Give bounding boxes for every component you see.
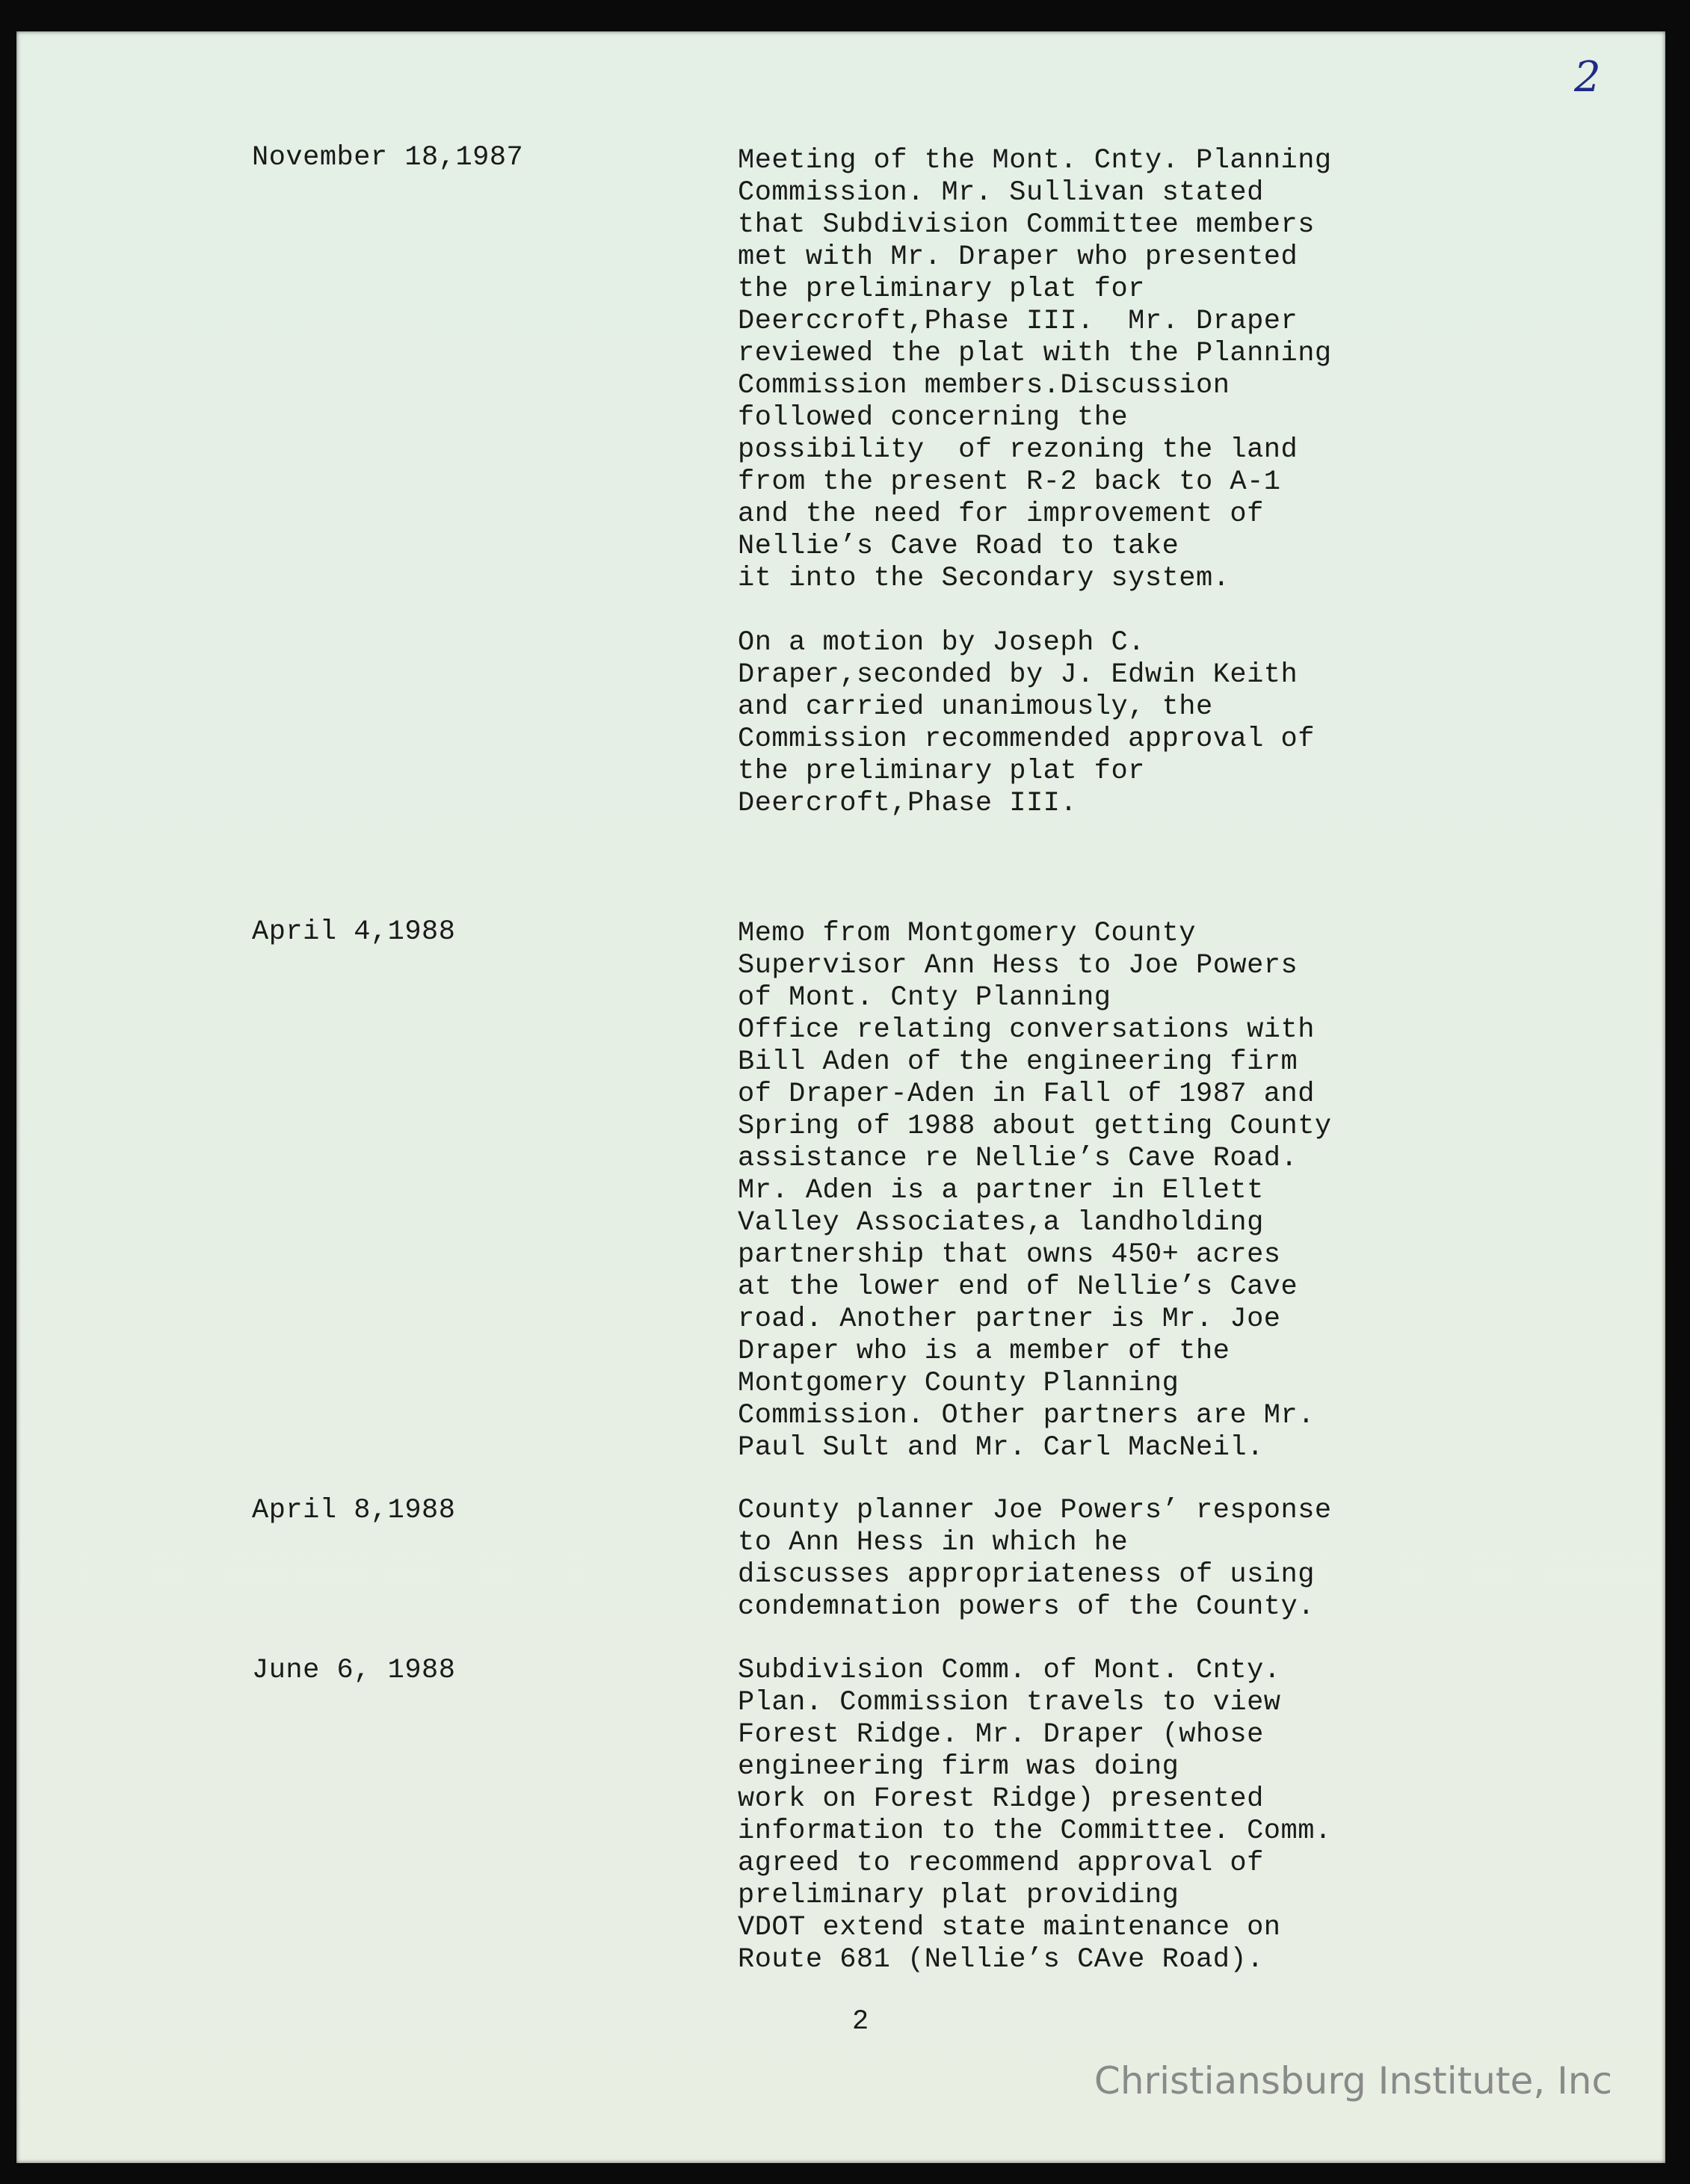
- text-line: met with Mr. Draper who presented: [738, 241, 1298, 273]
- page-number: 2: [852, 2006, 869, 2038]
- text-line: engineering firm was doing: [738, 1751, 1179, 1783]
- text-line: assistance re Nellie’s Cave Road.: [738, 1143, 1298, 1174]
- entry-paragraph: [738, 145, 1485, 595]
- text-line: Forest Ridge. Mr. Draper (whose: [738, 1719, 1264, 1750]
- text-line: the preliminary plat for: [738, 274, 1145, 305]
- entry-date: November 18,1987: [252, 142, 524, 173]
- entry-date: April 4,1988: [252, 916, 456, 948]
- text-line: work on Forest Ridge) presented: [738, 1783, 1264, 1815]
- text-line: of Draper-Aden in Fall of 1987 and: [738, 1079, 1315, 1110]
- text-line: Nellie’s Cave Road to take: [738, 531, 1179, 562]
- text-line: On a motion by Joseph C.: [738, 627, 1145, 658]
- text-line: Plan. Commission travels to view: [738, 1687, 1281, 1718]
- entry-date: June 6, 1988: [252, 1655, 456, 1686]
- text-line: agreed to recommend approval of: [738, 1848, 1264, 1879]
- entry-paragraph: [738, 1495, 1485, 1623]
- text-line: Route 681 (Nellie’s CAve Road).: [738, 1944, 1264, 1975]
- text-line: information to the Committee. Comm.: [738, 1816, 1332, 1847]
- watermark: Christiansburg Institute, Inc: [1094, 2059, 1612, 2103]
- text-line: Mr. Aden is a partner in Ellett: [738, 1175, 1264, 1206]
- text-line: Commission. Mr. Sullivan stated: [738, 177, 1264, 209]
- entry-paragraph: [738, 918, 1485, 1464]
- text-line: Meeting of the Mont. Cnty. Planning: [738, 145, 1332, 176]
- text-line: Spring of 1988 about getting County: [738, 1111, 1332, 1142]
- entry-paragraph: [738, 1655, 1485, 1976]
- entry-text: [738, 1495, 1485, 1623]
- text-line: Supervisor Ann Hess to Joe Powers: [738, 950, 1298, 981]
- text-line: Memo from Montgomery County: [738, 918, 1196, 949]
- text-line: from the present R-2 back to A-1: [738, 466, 1281, 498]
- text-line: Office relating conversations with: [738, 1014, 1315, 1046]
- text-line: it into the Secondary system.: [738, 563, 1230, 594]
- text-line: possibility of rezoning the land: [738, 434, 1298, 466]
- text-line: that Subdivision Committee members: [738, 209, 1315, 241]
- text-line: preliminary plat providing: [738, 1880, 1179, 1911]
- text-line: to Ann Hess in which he: [738, 1527, 1129, 1558]
- text-line: Deerccroft,Phase III. Mr. Draper: [738, 306, 1298, 337]
- text-line: Draper,seconded by J. Edwin Keith: [738, 659, 1298, 691]
- text-line: Commission. Other partners are Mr.: [738, 1400, 1315, 1431]
- text-line: at the lower end of Nellie’s Cave: [738, 1271, 1298, 1303]
- entry-text: [738, 918, 1485, 1464]
- text-line: reviewed the plat with the Planning: [738, 338, 1332, 369]
- text-line: of Mont. Cnty Planning: [738, 982, 1111, 1014]
- text-line: followed concerning the: [738, 402, 1129, 434]
- text-line: Commission members.Discussion: [738, 370, 1230, 401]
- text-line: Paul Sult and Mr. Carl MacNeil.: [738, 1432, 1264, 1463]
- text-line: VDOT extend state maintenance on: [738, 1912, 1281, 1943]
- text-line: Deercroft,Phase III.: [738, 788, 1078, 819]
- text-line: partnership that owns 450+ acres: [738, 1239, 1281, 1271]
- text-line: County planner Joe Powers’ response: [738, 1495, 1332, 1526]
- text-line: and carried unanimously, the: [738, 691, 1213, 723]
- text-line: and the need for improvement of: [738, 499, 1264, 530]
- text-line: Subdivision Comm. of Mont. Cnty.: [738, 1655, 1281, 1686]
- entry-text: [738, 145, 1485, 820]
- entry-paragraph: [738, 627, 1485, 820]
- text-line: Commission recommended approval of: [738, 724, 1315, 755]
- text-line: road. Another partner is Mr. Joe: [738, 1304, 1281, 1335]
- text-line: Bill Aden of the engineering firm: [738, 1046, 1298, 1078]
- text-line: the preliminary plat for: [738, 756, 1145, 787]
- text-line: Montgomery County Planning: [738, 1368, 1179, 1399]
- text-line: discusses appropriateness of using: [738, 1559, 1315, 1591]
- entry-date: April 8,1988: [252, 1495, 456, 1526]
- text-line: Valley Associates,a landholding: [738, 1207, 1264, 1238]
- entry-text: [738, 1655, 1485, 1976]
- text-line: Draper who is a member of the: [738, 1336, 1230, 1367]
- handwritten-page-mark: 2: [1574, 53, 1601, 102]
- text-line: condemnation powers of the County.: [738, 1591, 1315, 1623]
